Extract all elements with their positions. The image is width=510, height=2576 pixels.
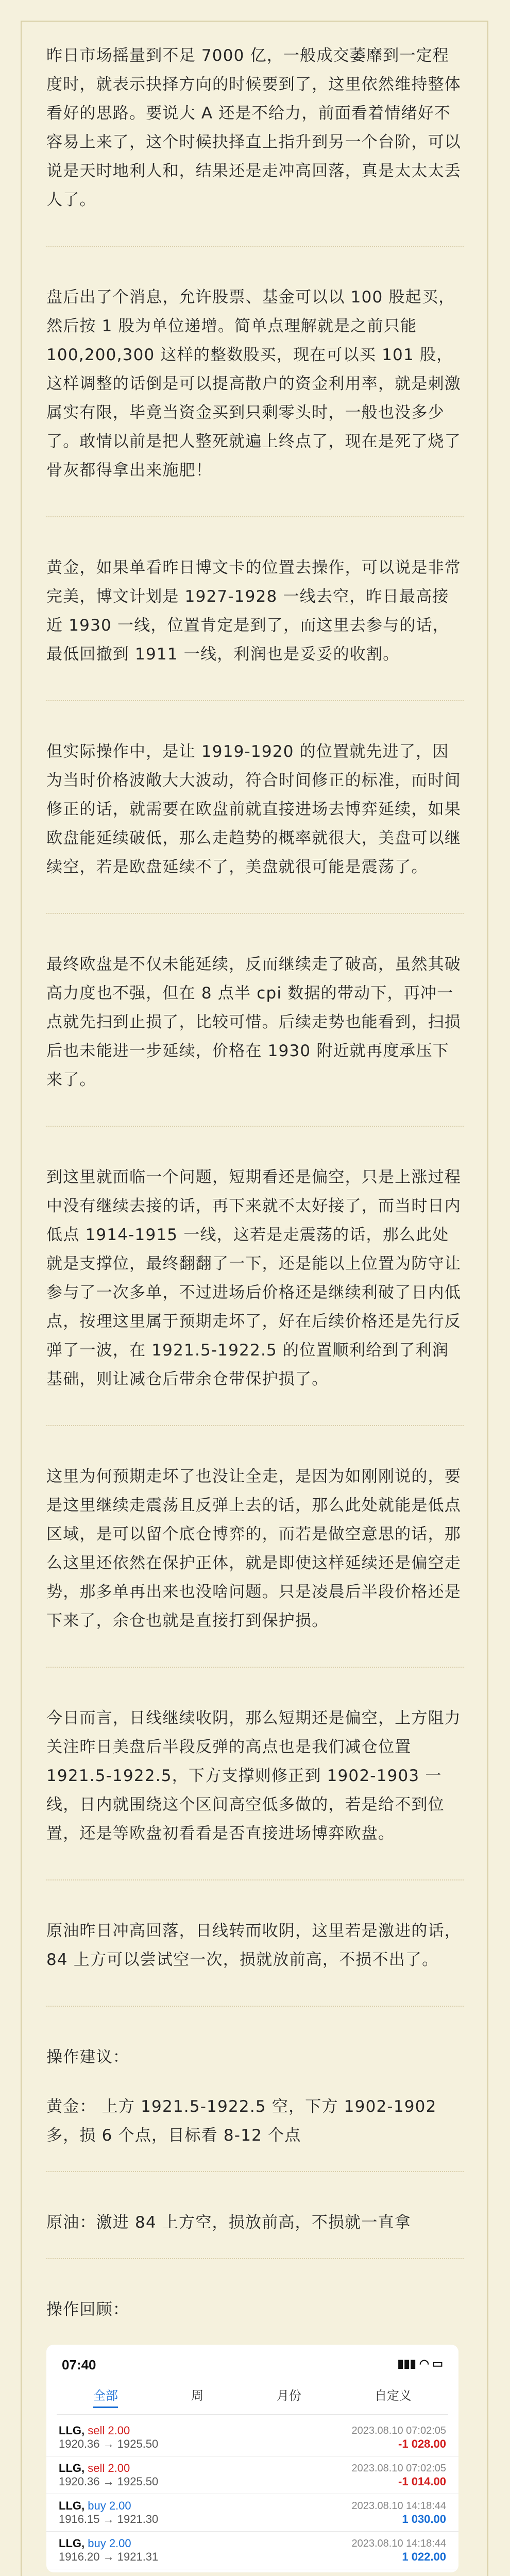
trade-side: sell 2.00 bbox=[88, 2462, 130, 2475]
trade-row[interactable] bbox=[46, 2419, 458, 2456]
trade-side: buy 2.00 bbox=[88, 2537, 131, 2550]
paragraph-7: 这里为何预期走坏了也没让全走，是因为如刚刚说的，要是这里继续走震荡且反弹上去的话，那么此处就能是低点区域，是可以留个底仓博弈的，而若是做空意思的话，那么这里还依然在保护正体，就是即使这样延续还是偏空走势，那多单再出来也没啥问题。只是凌晨后半段价格还是下来了，余仓也就是直接打到保护损。 bbox=[46, 1467, 461, 1630]
status-icons: ▮▮▮ ◠ ▭ bbox=[397, 2357, 443, 2370]
divider bbox=[46, 1425, 464, 1426]
trade-row[interactable] bbox=[46, 2456, 458, 2494]
divider bbox=[46, 1125, 464, 1127]
divider bbox=[46, 2258, 464, 2259]
trade-symbol: LLG, bbox=[59, 2537, 85, 2550]
trade-pl: -1 014.00 bbox=[398, 2475, 446, 2488]
trade-prices: 1916.15 → 1921.30 bbox=[59, 2513, 159, 2526]
ops-gold: 黄金： 上方 1921.5-1922.5 空，下方 1902-1902 多，损 6 个点，目标看 8-12 个点 bbox=[46, 2097, 437, 2145]
tab-week[interactable]: 周 bbox=[191, 2389, 203, 2403]
trade-symbol: LLG, bbox=[59, 2462, 85, 2475]
article-content bbox=[46, 41, 464, 2572]
tab-custom[interactable]: 自定义 bbox=[375, 2389, 412, 2403]
divider bbox=[46, 912, 464, 914]
paragraph-9: 原油昨日冲高回落，日线转而收阴，这里若是激进的话，84 上方可以尝试空一次，损就放前高，不损不出了。 bbox=[46, 1922, 461, 1969]
trade-pl: 1 030.00 bbox=[402, 2513, 446, 2526]
divider bbox=[46, 516, 464, 517]
trade-prices: 1916.20 → 1921.31 bbox=[59, 2550, 159, 2563]
paragraph-6: 到这里就面临一个问题，短期看还是偏空，只是上涨过程中没有继续去接的话，再下来就不太好接了，而当时日内低点 1914-1915 一线，这若是走震荡的话，那么此处就是支撑位，最终翻翻了一下，还是能以上位置为防守让参与了一次多单，不过进场后价格还是继续利破了日内低点，按理这里属于预期走坏了，好在后续价格还是先行反弹了一波，在 1921.5-1922.5 的位置顺利给到了利润基础，则让减仓后带余仓带保护损了。 bbox=[46, 1168, 461, 1388]
tab-all[interactable]: 全部 bbox=[93, 2385, 118, 2408]
status-bar bbox=[46, 2357, 458, 2373]
trade-time: 2023.08.10 14:18:44 bbox=[351, 2500, 446, 2512]
trade-side: sell 2.00 bbox=[88, 2424, 130, 2437]
trade-history-screenshot bbox=[46, 2345, 458, 2572]
divider bbox=[46, 1879, 464, 1880]
paragraph-2: 盘后出了个消息，允许股票、基金可以以 100 股起买，然后按 1 股为单位递增。简单点理解就是之前只能 100,200,300 这样的整数股买，现在可以买 101 股，这样调整的话倒是可以提高散户的资金利用率，就是刺激属实有限，毕竟当资金买到只剩零头时，一般也没多少了。敢情以前是把人整死就遍上终点了，现在是死了烧了骨灰都得拿出来施肥！ bbox=[46, 288, 461, 480]
trade-time: 2023.08.10 14:18:44 bbox=[351, 2537, 446, 2549]
ops-title: 操作建议： bbox=[46, 2048, 129, 2066]
trade-row[interactable] bbox=[46, 2494, 458, 2532]
trade-row[interactable] bbox=[46, 2532, 458, 2569]
status-time: 07:40 bbox=[62, 2357, 96, 2372]
divider bbox=[46, 245, 464, 247]
trade-pl: -1 028.00 bbox=[398, 2437, 446, 2450]
trade-time: 2023.08.10 07:02:05 bbox=[351, 2425, 446, 2436]
paragraph-4: 但实际操作中，是让 1919-1920 的位置就先进了，因为当时价格波敞大大波动，符合时间修正的标准，而时间修正的话，就需要在欧盘前就直接进场去博弈延续，如果欧盘能延续破低，那么走趋势的概率就很大，美盘可以继续空，若是欧盘延续不了，美盘就很可能是震荡了。 bbox=[46, 742, 461, 876]
paragraph-3: 黄金，如果单看昨日博文卡的位置去操作，可以说是非常完美，博文计划是 1927-1928 一线去空，昨日最高接近 1930 一线，位置肯定是到了，而这里去参与的话，最低回撤到 1911 一线，利润也是妥妥的收割。 bbox=[46, 558, 461, 664]
paragraph-5: 最终欧盘是不仅未能延续，反而继续走了破高，虽然其破高力度也不强，但在 8 点半 cpi 数据的带动下，再冲一点就先扫到止损了，比较可惜。后续走势也能看到，扫损后也未能进一步延续，价格在 1930 附近就再度承压下来了。 bbox=[46, 955, 461, 1089]
trade-pl: 1 022.00 bbox=[402, 2550, 446, 2563]
divider bbox=[46, 2171, 464, 2172]
trade-time: 2023.08.10 07:02:05 bbox=[351, 2462, 446, 2474]
trade-prices: 1920.36 → 1925.50 bbox=[59, 2437, 159, 2450]
trade-side: buy 2.00 bbox=[88, 2499, 131, 2512]
trade-symbol: LLG, bbox=[59, 2424, 85, 2437]
trade-prices: 1920.36 → 1925.50 bbox=[59, 2475, 159, 2488]
paragraph-1: 昨日市场摇量到不足 7000 亿，一般成交萎靡到一定程度时，就表示抉择方向的时候要到了，这里依然维持整体看好的思路。要说大 A 还是不给力，前面看着情绪好不容易上来了，这个时候抉择直上指升到另一个台阶，可以说是天时地利人和，结果还是走冲高回落，真是太太太丢人了。 bbox=[46, 46, 461, 209]
ops-oil: 原油：激进 84 上方空，损放前高，不损就一直拿 bbox=[46, 2213, 411, 2232]
tab-month[interactable]: 月份 bbox=[277, 2389, 301, 2403]
paragraph-8: 今日而言，日线继续收阴，那么短期还是偏空，上方阻力关注昨日美盘后半段反弹的高点也是我们减仓位置 1921.5-1922.5，下方支撑则修正到 1902-1903 一线，日内就围绕这个区间高空低多做的，若是给不到位置，还是等欧盘初看看是否直接进场博弈欧盘。 bbox=[46, 1709, 461, 1843]
period-tabs bbox=[57, 2385, 448, 2415]
divider bbox=[46, 700, 464, 701]
review-title: 操作回顾： bbox=[46, 2300, 129, 2319]
divider bbox=[46, 2005, 464, 2007]
trade-symbol: LLG, bbox=[59, 2499, 85, 2512]
divider bbox=[46, 1666, 464, 1668]
